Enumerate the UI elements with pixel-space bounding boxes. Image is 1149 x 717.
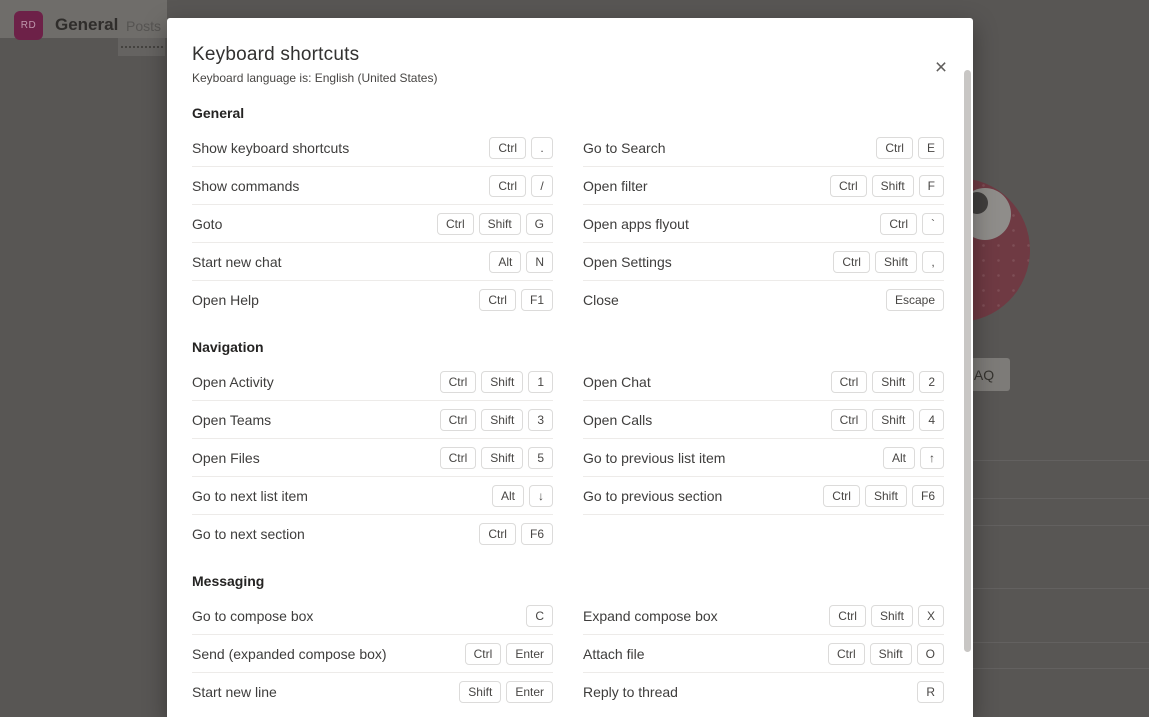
key-cap: Ctrl <box>829 605 866 627</box>
dialog-title: Keyboard shortcuts <box>192 44 360 65</box>
shortcut-row <box>192 281 553 319</box>
shortcut-row <box>192 597 553 635</box>
shortcut-row <box>192 129 553 167</box>
shortcut-row <box>192 477 553 515</box>
shortcut-column-right <box>583 129 944 319</box>
shortcut-label: Show commands <box>192 177 300 194</box>
shortcut-keys <box>440 409 553 431</box>
shortcut-row <box>583 243 944 281</box>
background-row-divider <box>973 668 1149 669</box>
key-cap: N <box>526 251 553 273</box>
shortcut-label: Open Activity <box>192 373 274 390</box>
shortcut-row <box>583 439 944 477</box>
shortcut-row <box>583 167 944 205</box>
shortcut-label: Start new chat <box>192 253 282 270</box>
key-cap: Ctrl <box>833 251 870 273</box>
shortcut-keys <box>440 371 553 393</box>
shortcut-label: Attach file <box>583 645 645 662</box>
shortcut-label: Goto <box>192 215 223 232</box>
shortcut-label: Go to next list item <box>192 487 308 504</box>
shortcut-keys <box>831 409 944 431</box>
shortcut-section <box>192 105 944 319</box>
key-cap: Ctrl <box>440 409 477 431</box>
key-cap: O <box>917 643 944 665</box>
shortcut-row <box>583 673 944 711</box>
shortcut-label: Open Teams <box>192 411 272 428</box>
shortcut-keys <box>883 447 944 469</box>
shortcut-label: Go to next section <box>192 526 305 542</box>
shortcut-row <box>583 129 944 167</box>
shortcut-label: Go to previous section <box>583 487 723 504</box>
key-cap: Ctrl <box>831 371 868 393</box>
shortcut-row <box>192 363 553 401</box>
shortcut-keys <box>886 289 944 311</box>
shortcut-row <box>192 167 553 205</box>
key-cap: . <box>531 137 553 159</box>
shortcut-label: Open Chat <box>583 373 651 390</box>
shortcut-section <box>192 339 944 553</box>
shortcut-row <box>583 281 944 319</box>
dialog-subtitle: Keyboard language is: English (United States) <box>192 71 438 85</box>
key-cap: F6 <box>521 523 553 545</box>
background-row-divider <box>973 498 1149 499</box>
key-cap: F6 <box>912 485 944 507</box>
shortcut-keys <box>479 289 553 311</box>
key-cap: Shift <box>481 409 523 431</box>
key-cap: Shift <box>872 175 914 197</box>
shortcut-row <box>583 477 944 515</box>
key-cap: Shift <box>870 643 912 665</box>
key-cap: Shift <box>865 485 907 507</box>
key-cap: Ctrl <box>479 289 516 311</box>
shortcut-label: Show keyboard shortcuts <box>192 139 350 156</box>
key-cap: Enter <box>506 681 553 703</box>
close-icon[interactable]: × <box>929 56 953 80</box>
key-cap: ↓ <box>529 485 553 507</box>
key-cap: 3 <box>528 409 553 431</box>
shortcut-label: Open Settings <box>583 253 672 270</box>
background-row-divider <box>973 642 1149 643</box>
shortcut-row <box>192 205 553 243</box>
key-cap: Shift <box>872 409 914 431</box>
background-row-divider <box>973 588 1149 589</box>
shortcut-label: Send (expanded compose box) <box>192 645 387 662</box>
dialog-sections <box>192 105 944 711</box>
shortcut-row <box>583 205 944 243</box>
key-cap: 2 <box>919 371 944 393</box>
key-cap: F <box>919 175 944 197</box>
key-cap: Ctrl <box>489 175 526 197</box>
shortcut-row <box>192 635 553 673</box>
key-cap: Alt <box>883 447 915 469</box>
shortcut-column-left <box>192 129 553 319</box>
shortcut-keys <box>828 643 944 665</box>
key-cap: Ctrl <box>876 137 913 159</box>
key-cap: E <box>918 137 944 159</box>
shortcut-label: Expand compose box <box>583 607 718 624</box>
key-cap: Shift <box>479 213 521 235</box>
key-cap: Ctrl <box>489 137 526 159</box>
shortcut-row <box>583 597 944 635</box>
key-cap: Shift <box>459 681 501 703</box>
shortcut-keys <box>492 485 553 507</box>
key-cap: Ctrl <box>823 485 860 507</box>
shortcut-label: Open Calls <box>583 411 653 428</box>
key-cap: , <box>922 251 944 273</box>
key-cap: Shift <box>871 605 913 627</box>
shortcut-keys <box>831 371 944 393</box>
section-title: Messaging <box>192 573 265 589</box>
channel-avatar: RD <box>14 11 43 40</box>
shortcut-keys <box>526 605 553 627</box>
shortcut-keys <box>459 681 553 703</box>
key-cap: C <box>526 605 553 627</box>
shortcut-row <box>192 439 553 477</box>
keyboard-shortcuts-dialog <box>167 18 973 717</box>
key-cap: Shift <box>481 371 523 393</box>
key-cap: Ctrl <box>440 447 477 469</box>
key-cap: Ctrl <box>828 643 865 665</box>
section-title: Navigation <box>192 339 264 355</box>
shortcut-keys <box>437 213 553 235</box>
shortcut-label: Open apps flyout <box>583 215 689 232</box>
shortcut-keys <box>876 137 944 159</box>
key-cap: Ctrl <box>830 175 867 197</box>
key-cap: Alt <box>492 485 524 507</box>
shortcut-label: Go to Search <box>583 139 666 156</box>
section-title: General <box>192 105 245 121</box>
key-cap: Enter <box>506 643 553 665</box>
shortcut-keys <box>917 681 944 703</box>
shortcut-column-left <box>192 363 553 553</box>
background-row-divider <box>973 460 1149 461</box>
key-cap: X <box>918 605 944 627</box>
key-cap: Ctrl <box>440 371 477 393</box>
shortcut-label: Reply to thread <box>583 684 678 700</box>
shortcut-keys <box>833 251 944 273</box>
faq-button[interactable]: AQ <box>958 358 1010 391</box>
shortcut-row <box>583 363 944 401</box>
key-cap: Ctrl <box>465 643 502 665</box>
shortcut-keys <box>823 485 944 507</box>
dialog-scrollbar[interactable] <box>964 70 971 652</box>
key-cap: Ctrl <box>437 213 474 235</box>
shortcut-label: Open Files <box>192 449 260 466</box>
shortcut-label: Start new line <box>192 684 277 700</box>
shortcut-label: Close <box>583 292 619 308</box>
dialog-content <box>192 18 944 711</box>
shortcut-keys <box>479 523 553 545</box>
shortcut-row <box>583 635 944 673</box>
shortcut-label: Go to compose box <box>192 607 314 624</box>
shortcut-label: Go to previous list item <box>583 449 726 466</box>
tab-posts[interactable]: Posts <box>126 18 162 34</box>
shortcut-keys <box>465 643 553 665</box>
key-cap: ↑ <box>920 447 944 469</box>
key-cap: Ctrl <box>880 213 917 235</box>
shortcut-row <box>192 401 553 439</box>
background-row-divider <box>973 525 1149 526</box>
shortcut-row <box>192 515 553 553</box>
shortcut-column-left <box>192 597 553 711</box>
key-cap: G <box>526 213 553 235</box>
shortcut-keys <box>489 137 553 159</box>
shortcut-keys <box>830 175 944 197</box>
key-cap: Escape <box>886 289 944 311</box>
posts-tab-active-squiggle <box>121 46 163 48</box>
key-cap: Alt <box>489 251 521 273</box>
key-cap: 5 <box>528 447 553 469</box>
key-cap: ` <box>922 213 944 235</box>
shortcut-label: Open filter <box>583 177 648 194</box>
key-cap: Shift <box>481 447 523 469</box>
key-cap: Ctrl <box>479 523 516 545</box>
key-cap: Shift <box>872 371 914 393</box>
shortcut-keys <box>829 605 944 627</box>
key-cap: / <box>531 175 553 197</box>
shortcut-keys <box>440 447 553 469</box>
shortcut-row <box>192 673 553 711</box>
shortcut-column-right <box>583 597 944 711</box>
shortcut-label: Open Help <box>192 292 259 308</box>
key-cap: Shift <box>875 251 917 273</box>
key-cap: 4 <box>919 409 944 431</box>
key-cap: 1 <box>528 371 553 393</box>
key-cap: F1 <box>521 289 553 311</box>
shortcut-row <box>192 243 553 281</box>
shortcut-row <box>583 401 944 439</box>
shortcut-keys <box>880 213 944 235</box>
shortcut-keys <box>489 251 553 273</box>
channel-title: General <box>55 15 119 34</box>
shortcut-section <box>192 573 944 711</box>
shortcut-keys <box>489 175 553 197</box>
key-cap: R <box>917 681 944 703</box>
key-cap: Ctrl <box>831 409 868 431</box>
shortcut-column-right <box>583 363 944 553</box>
